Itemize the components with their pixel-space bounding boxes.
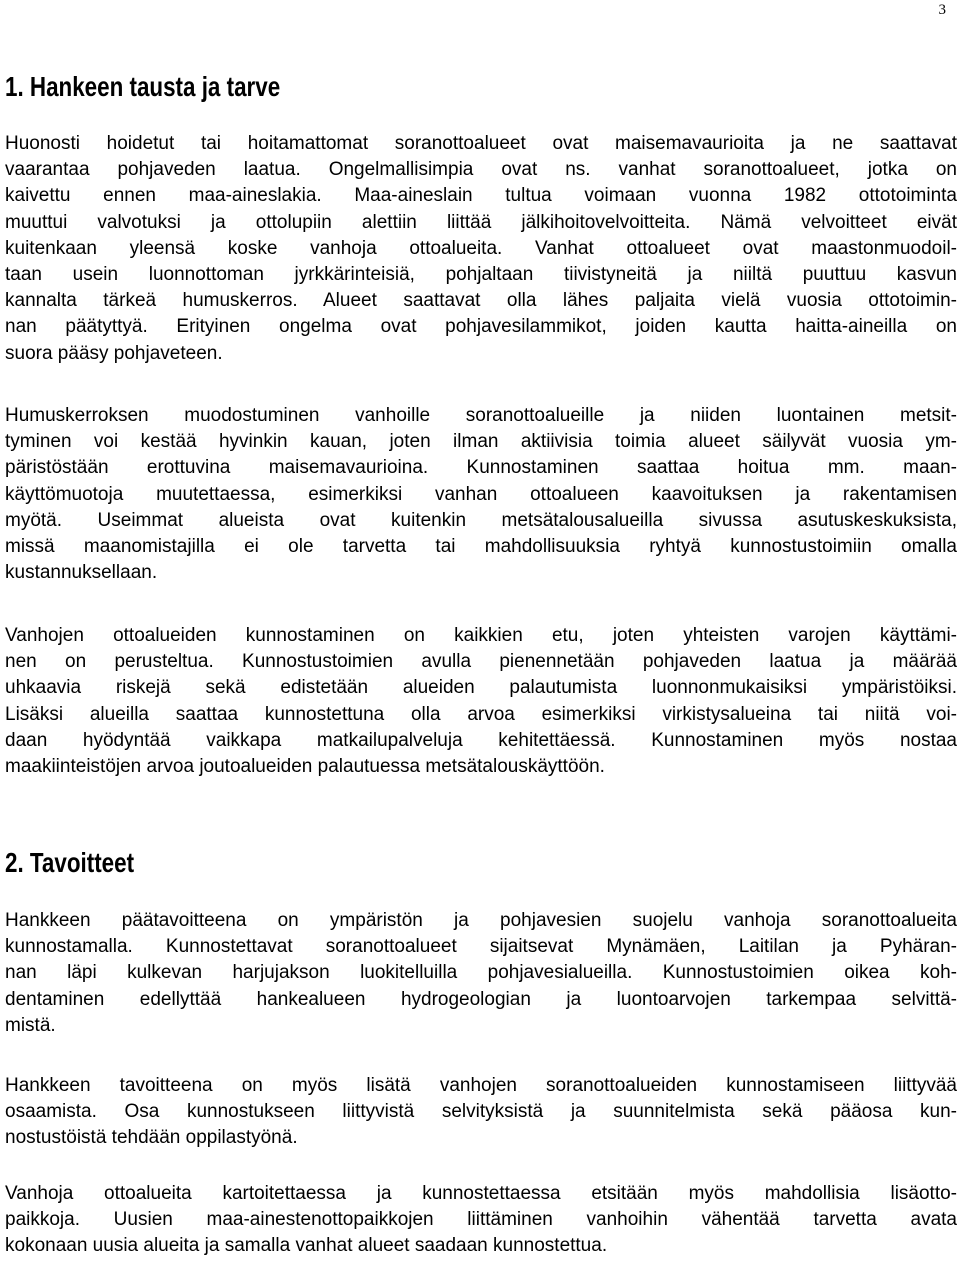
section-1-heading: 1. Hankeen tausta ja tarve <box>5 71 281 102</box>
text-line: daan hyödyntää vaikkapa matkailupalveluja kehitettäessä. Kunnostaminen myös nostaa <box>5 729 957 751</box>
text-line: kannalta tärkeä humuskerros. Alueet saattavat olla lähes paljaita vielä vuosia ottotoimin- <box>5 290 957 312</box>
text-line: Hankkeen tavoitteena on myös lisätä vanhojen soranottoalueiden kunnostamiseen liittyvää <box>5 1075 957 1096</box>
text-line: nostustöistä tehdään oppilastyönä. <box>5 1127 298 1149</box>
text-line: taan usein luonnottoman jyrkkärinteisiä, pohjaltaan tiivistyneitä ja niiltä puuttuu kasvun <box>5 264 957 286</box>
text-line: päristöstään erottuvina maisemavaurioina. Kunnostaminen saattaa hoitua mm. maan- <box>5 457 957 479</box>
text-line: vaarantaa pohjaveden laatua. Ongelmallisimpia ovat ns. vanhat soranottoalueet, jotka on <box>5 159 957 181</box>
text-line: tyminen voi kestää hyvinkin kauan, joten ilman aktiivisia toimia alueet säilyvät vuosia ym- <box>5 431 957 453</box>
section-2-paragraph-1 <box>5 908 957 1039</box>
text-line: kuitenkaan yleensä koske vanhoja ottoalueita. Vanhat ottoalueet ovat maastonmuodoil- <box>5 237 957 259</box>
text-line: Lisäksi alueilla saattaa kunnostettuna olla arvoa esimerkiksi virkistysalueina tai niitä voi- <box>5 703 957 725</box>
text-line: uhkaavia riskejä sekä edistetään alueiden palautumista luonnonmukaisiksi ympäristöiksi. <box>5 677 957 699</box>
text-line: käyttömuotoja muutettaessa, esimerkiksi vanhan ottoalueen kaavoituksen ja rakentamisen <box>5 483 957 505</box>
text-line: missä maanomistajilla ei ole tarvetta tai mahdollisuuksia ryhtyä kunnostustoimiin omalla <box>5 536 957 558</box>
text-line: dentaminen edellyttää hankealueen hydrogeologian ja luontoarvojen tarkempaa selvittä- <box>5 988 957 1010</box>
text-line: Huonosti hoidetut tai hoitamattomat soranottoalueet ovat maisemavaurioita ja ne saattavat <box>5 133 957 154</box>
text-line: myötä. Useimmat alueista ovat kuitenkin metsätalousalueilla sivussa asutuskeskuksista, <box>5 509 957 531</box>
section-2-heading: 2. Tavoitteet <box>5 847 135 878</box>
text-line: kunnostamalla. Kunnostettavat soranottoalueet sijaitsevat Mynämäen, Laitilan ja Pyhäran- <box>5 936 957 958</box>
text-line: Humuskerroksen muodostuminen vanhoille soranottoalueille ja niiden luontainen metsit- <box>5 405 957 426</box>
section-2-paragraph-3 <box>5 1181 957 1260</box>
section-1-paragraph-1 <box>5 131 957 367</box>
text-line: kustannuksellaan. <box>5 562 158 584</box>
text-line: Vanhoja ottoalueita kartoitettaessa ja kunnostettaessa etsitään myös mahdollisia lisäotto- <box>5 1183 957 1204</box>
text-line: suora pääsy pohjaveteen. <box>5 342 223 364</box>
section-2-paragraph-2 <box>5 1073 957 1152</box>
text-line: muuttui valvotuksi ja ottolupiin alettiin liittää jälkihoitovelvoitteita. Nämä velvoitteet eivät <box>5 211 957 233</box>
text-line: nan päätyttyä. Erityinen ongelma ovat pohjavesilammikot, joiden kautta haitta-aineilla on <box>5 316 957 338</box>
text-line: Hankkeen päätavoitteena on ympäristön ja pohjavesien suojelu vanhoja soranottoalueita <box>5 910 957 931</box>
text-line: mistä. <box>5 1014 56 1036</box>
text-line: Vanhojen ottoalueiden kunnostaminen on kaikkien etu, joten yhteisten varojen käyttämi- <box>5 625 957 646</box>
text-line: nan läpi kulkevan harjujakson luokitelluilla pohjavesialueilla. Kunnostustoimien oikea koh- <box>5 962 957 984</box>
text-line: paikkoja. Uusien maa-ainestenottopaikkojen liittäminen vanhoihin vähentää tarvetta avata <box>5 1209 957 1231</box>
section-1-paragraph-3 <box>5 623 957 780</box>
text-line: maakiinteistöjen arvoa joutoalueiden palautuessa metsätalouskäyttöön. <box>5 756 605 778</box>
text-line: kaivettu ennen maa-aineslakia. Maa-aineslain tultua voimaan vuonna 1982 ottotoiminta <box>5 185 957 207</box>
text-line: kokonaan uusia alueita ja samalla vanhat alueet saadaan kunnostettua. <box>5 1235 608 1257</box>
text-line: osaamista. Osa kunnostukseen liittyvistä selvityksistä ja suunnitelmista sekä pääosa kun- <box>5 1101 957 1123</box>
section-1-paragraph-2 <box>5 403 957 586</box>
page-number: 3 <box>938 2 946 18</box>
text-line: nen on perusteltua. Kunnostustoimien avulla pienennetään pohjaveden laatua ja määrää <box>5 651 957 673</box>
